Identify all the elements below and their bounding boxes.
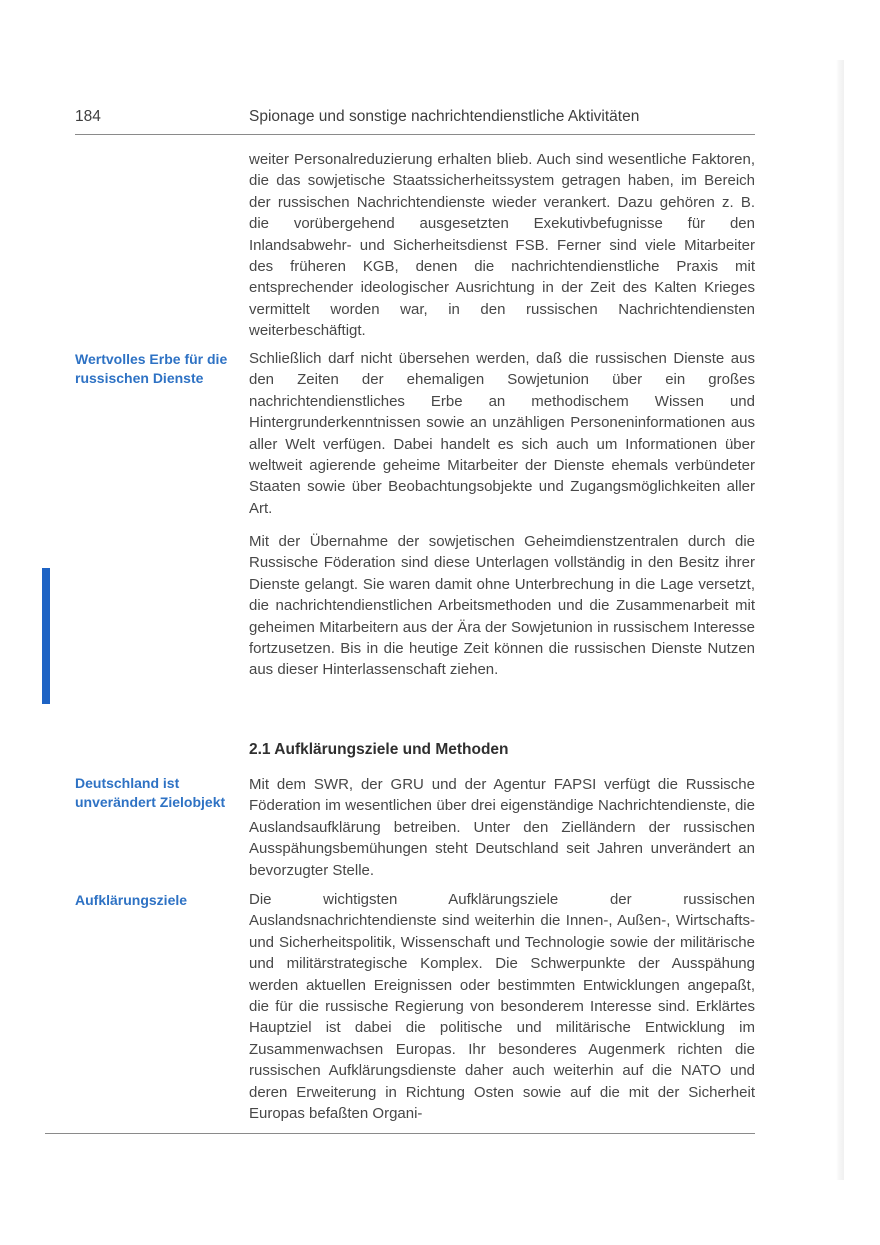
paragraph-personnel: weiter Personalreduzierung erhalten blieb. Auch sind wesentliche Faktoren, die das sowjetische Staatssicherheitssystem getragen haben, im Bereich der russischen Nachrichtendienste wieder verankert. Dazu gehören z. B. die vorübergehend ausgesetzten Exekutivbefugnisse für den Inlandsabwehr- und Sicherheitsdienst FSB. Ferner sind viele Mitarbeiter des früheren KGB, denen die nachrichtendienstliche Praxis mit entsprechender ideologischer Ausrichtung in der Zeit des Kalten Krieges vermittelt worden war, in den russischen Nachrichtendiensten weiterbeschäftigt.	[249, 151, 755, 340]
margin-note-ziele: Aufklärungsziele	[75, 892, 188, 908]
header-rule	[75, 134, 755, 135]
page-header	[75, 108, 755, 134]
running-title: Spionage und sonstige nachrichtendienstliche Aktivitäten	[249, 108, 640, 125]
footer-rule	[45, 1133, 755, 1134]
margin-note-erbe: Wertvolles Erbe für die russischen Dienste	[75, 351, 228, 386]
margin-note-zielobjekt: Deutschland ist unverändert Zielobjekt	[75, 775, 226, 810]
paragraph-dienste: Mit dem SWR, der GRU und der Agentur FAPSI verfügt die Russische Föderation im wesentlichen über drei eigenständige Nachrichtendienste, die Auslandsaufklärung betreiben. Unter den Zielländern der russischen Ausspähungsbemühungen steht Deutschland seit Jahren unverändert an bevorzugter Stelle.	[249, 776, 755, 879]
paragraph-erbe: Schließlich darf nicht übersehen werden, daß die russischen Dienste aus den Zeiten der ehemaligen Sowjetunion über ein großes nachrichtendienstliches Erbe an methodischem Wissen und Hintergrunderkenntnissen sowie an unzähligen Personeninformationen aus aller Welt verfügen. Dabei handelt es sich auch um Informationen über weltweit agierende geheime Mitarbeiter der Dienste ehemals verbündeter Staaten sowie über Beobachtungsobjekte und Zugangsmöglichkeiten aller Art.	[249, 350, 755, 517]
paragraph-uebernahme: Mit der Übernahme der sowjetischen Geheimdienstzentralen durch die Russische Föderation sind diese Unterlagen vollständig in den Besitz ihrer Dienste gelangt. Sie waren damit ohne Unterbrechung in die Lage versetzt, die nachrichtendienstlichen Arbeitsmethoden und die Zusammenarbeit mit geheimen Mitarbeitern aus der Ära der Sowjetunion in russischem Interesse fortzusetzen. Bis in die heutige Zeit können die russischen Dienste Nutzen aus dieser Hinterlassenschaft ziehen.	[249, 533, 755, 679]
change-bar	[42, 568, 50, 704]
section-heading: 2.1 Aufklärungsziele und Methoden	[249, 741, 509, 758]
scan-paper-edge	[836, 60, 844, 1180]
paragraph-ziele: Die wichtigsten Aufklärungsziele der russischen Auslandsnachrichtendienste sind weiterhin die Innen-, Außen-, Wirtschafts- und Sicherheitspolitik, Wissenschaft und Technologie sowie der militärische und militärstrategische Komplex. Die Schwerpunkte der Ausspähung werden aktuellen Ereignissen oder bestimmten Entwicklungen angepaßt, die für die russische Regierung von besonderem Interesse sind. Erklärtes Hauptziel ist dabei die politische und militärische Entwicklung im Zusammenwachsen Europas. Ihr besonderes Augenmerk richten die russischen Aufklärungsdienste daher auch weiterhin auf die NATO und deren Erweiterung in Richtung Osten sowie auf die mit der Sicherheit Europas befaßten Organi-	[249, 891, 755, 1123]
page-number: 184	[75, 108, 101, 125]
